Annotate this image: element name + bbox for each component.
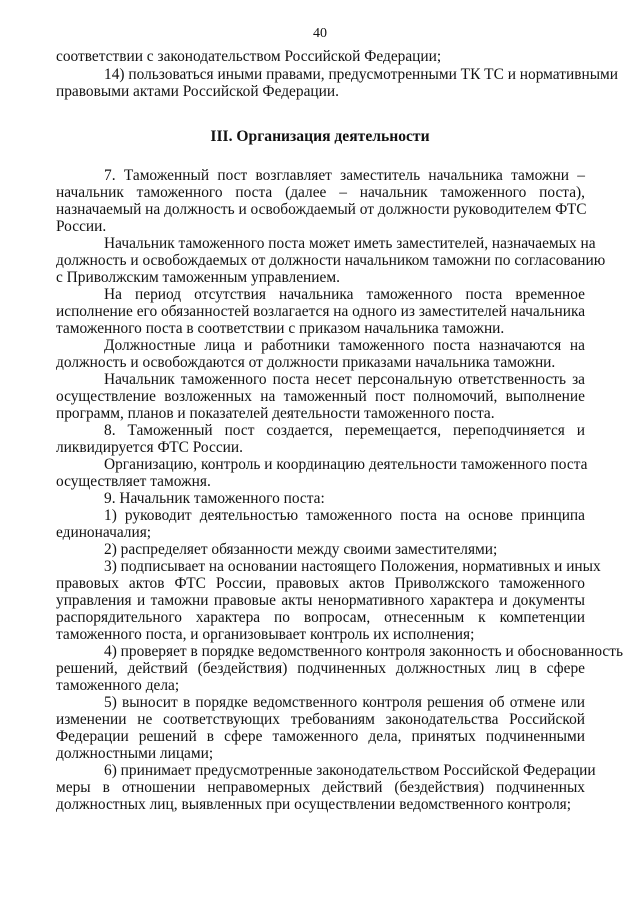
paragraph — [56, 65, 619, 101]
text-line: исполнение его обязанностей возлагается на одного из заместителей начальника — [56, 303, 586, 320]
paragraph — [56, 371, 585, 422]
text-line: ликвидируется ФТС России. — [56, 439, 243, 456]
text-line: 9. Начальник таможенного поста: — [104, 490, 325, 507]
text-line: осуществляет таможня. — [56, 473, 211, 490]
text-line: соответствии с законодательством Российской Федерации; — [56, 48, 442, 65]
page-number: 40 — [313, 26, 327, 41]
text-line: с Приволжским таможенным управлением. — [56, 269, 340, 286]
paragraph — [56, 558, 601, 643]
paragraph — [56, 643, 623, 694]
text-line: России. — [56, 218, 107, 235]
text-line: единоначалия; — [56, 524, 152, 541]
paragraph — [56, 286, 585, 337]
text-line: 6) принимает предусмотренные законодательством Российской Федерации — [104, 762, 596, 779]
text-line: программ, планов и показателей деятельности таможенного поста. — [56, 405, 495, 422]
text-line: 14) пользоваться иными правами, предусмотренными ТК ТС и нормативными — [104, 65, 619, 83]
paragraph — [56, 337, 585, 371]
text-line: Начальник таможенного поста несет персональную ответственность за — [104, 371, 585, 388]
paragraph — [56, 456, 588, 490]
text-line: Должностные лица и работники таможенного поста назначаются на — [104, 337, 585, 354]
text-line: меры в отношении неправомерных действий (бездействия) подчиненных — [56, 779, 585, 796]
paragraph — [56, 762, 596, 813]
text-line: правовых актов ФТС России, правовых актов Приволжского таможенного — [56, 575, 585, 592]
paragraph — [56, 541, 585, 558]
continued-text — [56, 48, 619, 101]
text-line: Начальник таможенного поста может иметь заместителей, назначаемых на — [104, 235, 596, 252]
text-line: должность и освобождаются от должности приказами начальника таможни. — [56, 354, 556, 371]
paragraph — [56, 422, 585, 456]
text-line: На период отсутствия начальника таможенного поста временное — [104, 286, 585, 303]
section-heading: III. Организация деятельности — [210, 128, 430, 145]
paragraph — [56, 48, 585, 66]
text-line: должностными лицами; — [56, 745, 214, 762]
text-line: таможенного дела; — [56, 677, 180, 694]
text-line: правовыми актами Российской Федерации. — [56, 83, 339, 101]
text-line: должностных лиц, выявленных при осуществлении ведомственного контроля; — [56, 796, 572, 813]
text-line: 3) подписывает на основании настоящего Положения, нормативных и иных — [104, 558, 601, 575]
text-line: назначаемый на должность и освобождаемый от должности руководителем ФТС — [56, 201, 587, 218]
paragraph — [56, 507, 585, 541]
text-line: 5) выносит в порядке ведомственного контроля решения об отмене или — [104, 694, 585, 711]
text-line: 4) проверяет в порядке ведомственного контроля законность и обоснованность — [104, 643, 623, 660]
text-line: изменении не соответствующих требованиям законодательства Российской — [56, 711, 585, 728]
text-line: распорядительного характера по вопросам, отнесенным к компетенции — [56, 609, 585, 626]
text-line: 8. Таможенный пост создается, перемещается, переподчиняется и — [104, 422, 585, 439]
text-line: 2) распределяет обязанности между своими заместителями; — [104, 541, 498, 558]
text-line: 1) руководит деятельностью таможенного поста на основе принципа — [104, 507, 585, 524]
text-line: управления и таможни правовые акты ненормативного характера и документы — [56, 592, 585, 609]
paragraph — [56, 694, 585, 762]
text-line: решений, действий (бездействия) подчиненных должностных лиц в сфере — [56, 660, 585, 677]
text-line: начальник таможенного поста (далее – начальник таможенного поста), — [56, 184, 585, 201]
section-body — [56, 167, 623, 813]
text-line: 7. Таможенный пост возглавляет заместитель начальника таможни – — [104, 167, 585, 184]
text-line: Федерации решений в сфере таможенного дела, принятых подчиненными — [56, 728, 585, 745]
paragraph — [56, 167, 585, 235]
paragraph — [56, 235, 606, 286]
paragraph — [56, 490, 585, 507]
text-line: таможенного поста, и организовывает контроль их исполнения; — [56, 626, 475, 643]
text-line: таможенного поста в соответствии с приказом начальника таможни. — [56, 320, 505, 337]
text-line: должность и освобождаемых от должности начальником таможни по согласованию — [56, 252, 606, 269]
text-line: осуществление возложенных на таможенный пост полномочий, выполнение — [56, 388, 585, 405]
text-line: Организацию, контроль и координацию деятельности таможенного поста — [104, 456, 588, 473]
